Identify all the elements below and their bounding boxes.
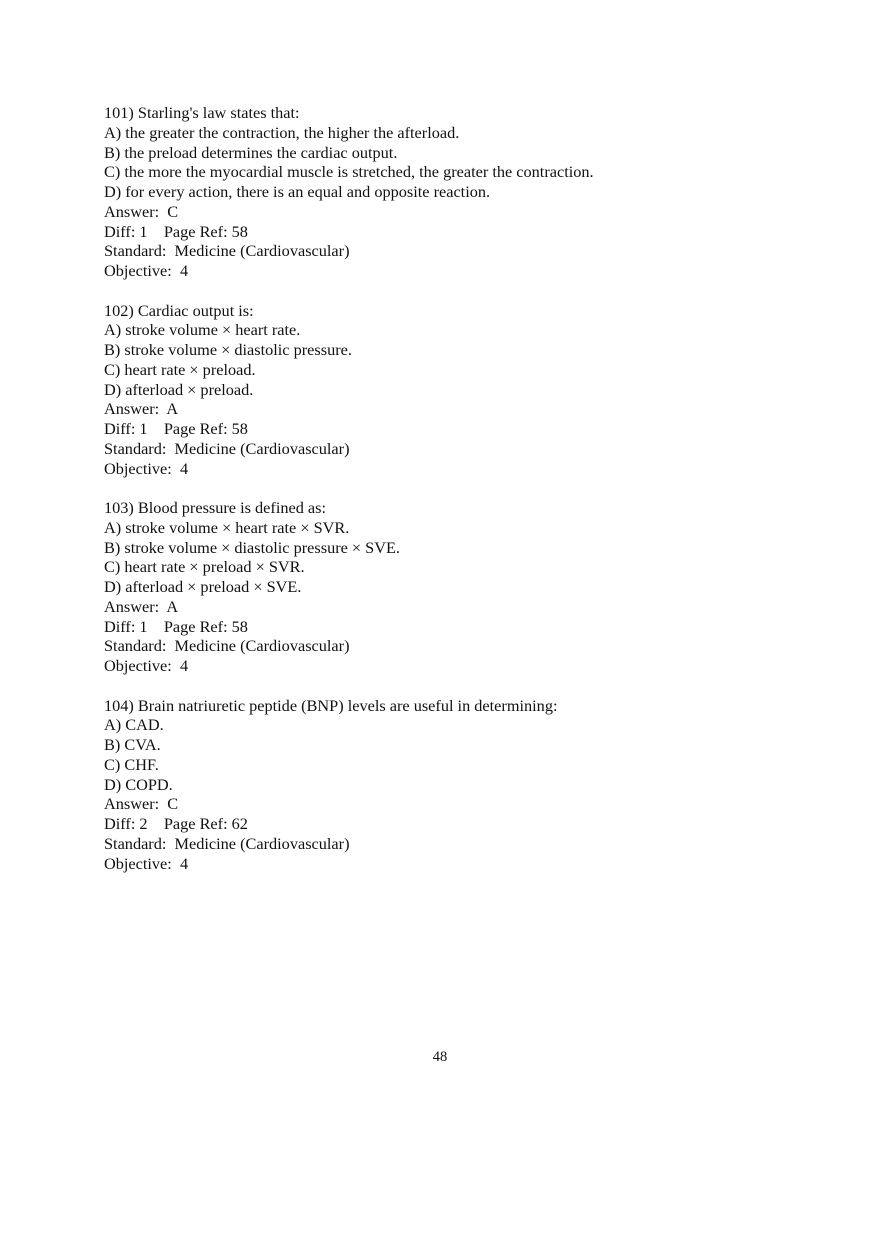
question-stem: 104) Brain natriuretic peptide (BNP) levels are useful in determining: [104, 695, 558, 715]
option-a: A) CAD. [104, 715, 164, 735]
answer: Answer: A [104, 596, 179, 616]
question-104 [104, 696, 804, 874]
objective: Objective: 4 [104, 853, 189, 873]
question-list [104, 103, 804, 893]
option-d: D) afterload × preload × SVE. [104, 577, 302, 596]
difficulty-page-ref: Diff: 2 Page Ref: 62 [104, 814, 248, 833]
difficulty-page-ref: Diff: 1 Page Ref: 58 [104, 419, 248, 438]
question-stem: 102) Cardiac output is: [104, 300, 254, 320]
option-b: B) stroke volume × diastolic pressure. [104, 340, 352, 359]
option-a: A) stroke volume × heart rate. [104, 320, 301, 340]
option-d: D) afterload × preload. [104, 379, 254, 399]
standard: Standard: Medicine (Cardiovascular) [104, 241, 350, 261]
option-d: D) COPD. [104, 774, 173, 794]
option-d: D) for every action, there is an equal and opposite reaction. [104, 182, 491, 201]
question-103 [104, 498, 804, 676]
answer: Answer: C [104, 794, 179, 814]
standard: Standard: Medicine (Cardiovascular) [104, 438, 350, 458]
question-stem: 101) Starling's law states that: [104, 103, 300, 122]
question-102 [104, 301, 804, 479]
option-b: B) the preload determines the cardiac output. [104, 142, 398, 162]
difficulty-page-ref: Diff: 1 Page Ref: 58 [104, 616, 248, 636]
question-stem: 103) Blood pressure is defined as: [104, 498, 327, 517]
answer: Answer: C [104, 201, 179, 221]
option-b: B) stroke volume × diastolic pressure × SVE. [104, 537, 401, 557]
objective: Objective: 4 [104, 261, 189, 280]
option-c: C) the more the myocardial muscle is stretched, the greater the contraction. [104, 162, 594, 182]
standard: Standard: Medicine (Cardiovascular) [104, 636, 350, 656]
page-number: 48 [432, 1049, 448, 1065]
objective: Objective: 4 [104, 458, 189, 478]
option-a: A) the greater the contraction, the higher the afterload. [104, 122, 460, 142]
objective: Objective: 4 [104, 656, 189, 675]
standard: Standard: Medicine (Cardiovascular) [104, 833, 350, 853]
question-101 [104, 103, 804, 281]
option-c: C) heart rate × preload × SVR. [104, 557, 305, 577]
option-b: B) CVA. [104, 735, 161, 754]
difficulty-page-ref: Diff: 1 Page Ref: 58 [104, 221, 248, 241]
option-c: C) CHF. [104, 754, 159, 774]
option-a: A) stroke volume × heart rate × SVR. [104, 517, 350, 537]
answer: Answer: A [104, 399, 179, 419]
option-c: C) heart rate × preload. [104, 359, 256, 379]
